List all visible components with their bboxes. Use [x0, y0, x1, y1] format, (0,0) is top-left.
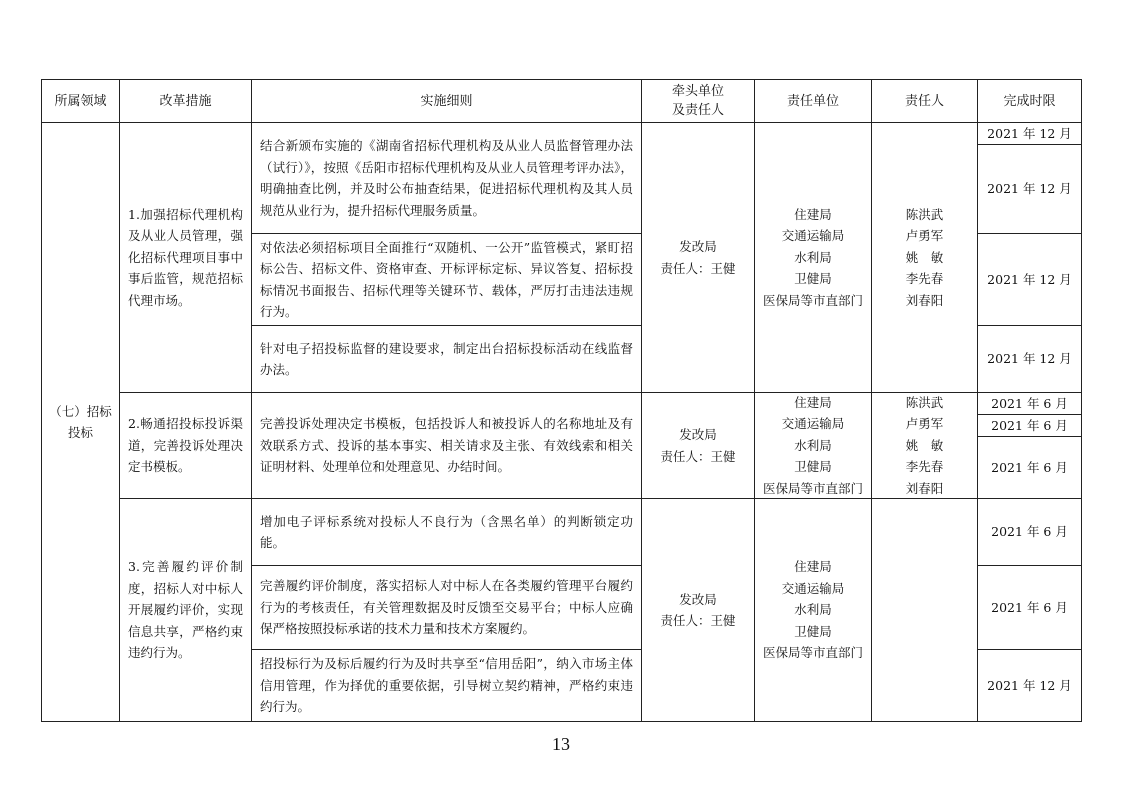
measure-3-deadline-3: 2021 年 12 月	[977, 649, 1082, 722]
measure-3-title: 3.完善履约评价制度，招标人对中标人开展履约评价，实现信息共享，严格约束违约行为。	[119, 498, 252, 722]
measure-1-resp-unit: 住建局 交通运输局 水利局 卫健局 医保局等市直部门	[754, 122, 872, 393]
measure-2-detail-1: 完善投诉处理决定书模板，包括投诉人和被投诉人的名称地址及有效联系方式、投诉的基本事实、相关请求及主张、有效线索和相关证明材料、处理单位和处理意见、办结时间。	[251, 392, 642, 499]
measure-2-deadline-2: 2021 年 6 月	[977, 414, 1082, 437]
header-measure: 改革措施	[119, 79, 252, 123]
measure-1-resp-person: 陈洪武 卢勇军 姚 敏 李先春 刘春阳	[871, 122, 978, 393]
measure-3-detail-3: 招投标行为及标后履约行为及时共享至“信用岳阳”，纳入市场主体信用管理，作为择优的重要依据，引导树立契约精神，严格约束违约行为。	[251, 649, 642, 722]
header-domain: 所属领域	[41, 79, 120, 123]
measure-1-detail-3: 针对电子招投标监督的建设要求，制定出台招标投标活动在线监督办法。	[251, 325, 642, 393]
header-resp-person: 责任人	[871, 79, 978, 123]
measure-2-resp-unit: 住建局 交通运输局 水利局 卫健局 医保局等市直部门	[754, 392, 872, 499]
measure-2-deadline-1: 2021 年 6 月	[977, 392, 1082, 415]
measure-1-title: 1.加强招标代理机构及从业人员管理，强化招标代理项目事中事后监管，规范招标代理市场。	[119, 122, 252, 393]
measure-3-deadline-1: 2021 年 6 月	[977, 498, 1082, 566]
measure-2-resp-person: 陈洪武 卢勇军 姚 敏 李先春 刘春阳	[871, 392, 978, 499]
measure-2-title: 2.畅通招投标投诉渠道，完善投诉处理决定书模板。	[119, 392, 252, 499]
domain-cell	[41, 122, 120, 722]
header-lead: 牵头单位 及责任人	[641, 79, 755, 123]
header-resp-unit: 责任单位	[754, 79, 872, 123]
measure-1-lead: 发改局 责任人：王健	[641, 122, 755, 393]
page-number: 13	[552, 734, 570, 754]
measure-1-deadline-3: 2021 年 12 月	[977, 233, 1082, 326]
measure-1-detail-2: 对依法必须招标项目全面推行“双随机、一公开”监管模式，紧盯招标公告、招标文件、资格审查、开标评标定标、异议答复、招标投标情况书面报告、招标代理等关键环节、载体，严厉打击违法违规行为。	[251, 233, 642, 326]
measure-2-lead: 发改局 责任人：王健	[641, 392, 755, 499]
domain-label: （七）招标投标	[49, 403, 112, 440]
header-deadline: 完成时限	[977, 79, 1082, 123]
measure-2-deadline-3: 2021 年 6 月	[977, 436, 1082, 499]
measure-3-resp-unit: 住建局 交通运输局 水利局 卫健局 医保局等市直部门	[754, 498, 872, 722]
measure-3-resp-person	[871, 498, 978, 722]
measure-3-deadline-2: 2021 年 6 月	[977, 565, 1082, 650]
header-detail: 实施细则	[251, 79, 642, 123]
measure-3-detail-2: 完善履约评价制度，落实招标人对中标人在各类履约管理平台履约行为的考核责任，有关管理数据及时反馈至交易平台；中标人应确保严格按照投标承诺的技术力量和技术方案履约。	[251, 565, 642, 650]
measure-1-deadline-2: 2021 年 12 月	[977, 144, 1082, 234]
measure-3-lead: 发改局 责任人：王健	[641, 498, 755, 722]
measure-1-detail-1: 结合新颁布实施的《湖南省招标代理机构及从业人员监督管理办法（试行）》，按照《岳阳市招标代理机构及从业人员管理考评办法》，明确抽查比例，并及时公布抽查结果，促进招标代理机构及其人员规范从业行为，提升招标代理服务质量。	[251, 122, 642, 234]
measure-1-deadline-4: 2021 年 12 月	[977, 325, 1082, 393]
measure-3-detail-1: 增加电子评标系统对投标人不良行为（含黑名单）的判断锁定功能。	[251, 498, 642, 566]
measure-1-deadline-1: 2021 年 12 月	[977, 122, 1082, 145]
